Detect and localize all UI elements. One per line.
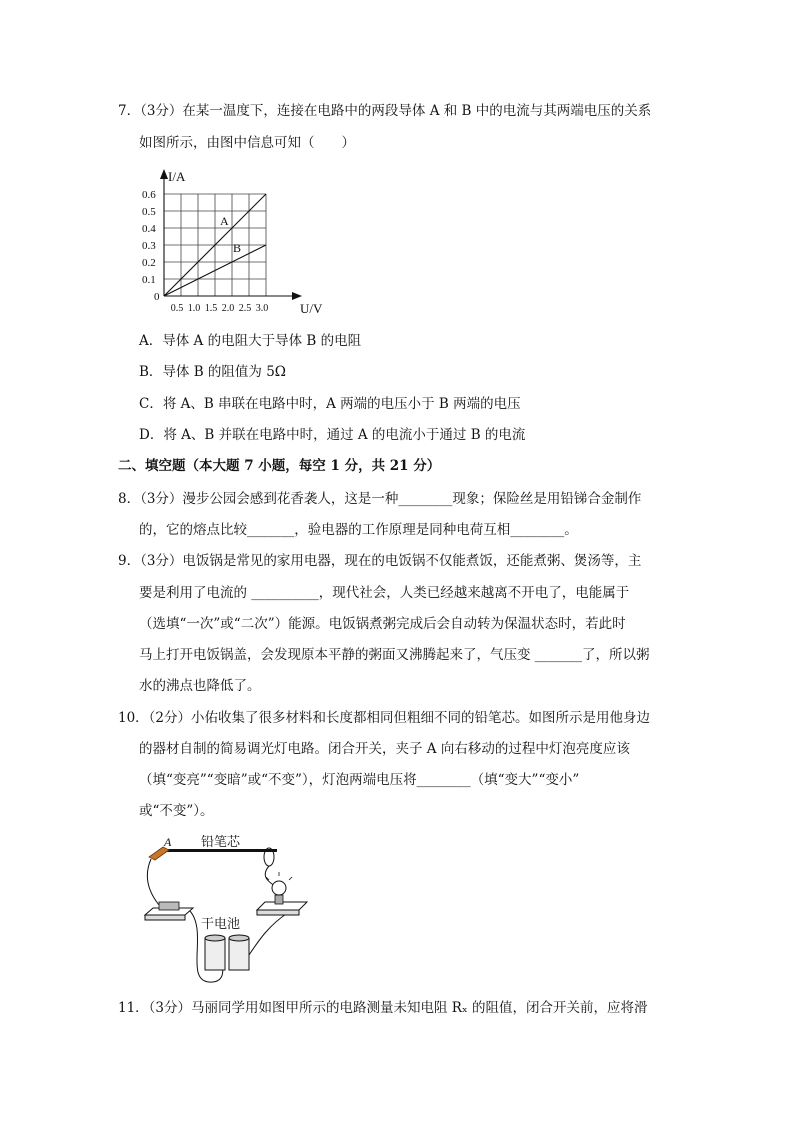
origin-label: 0 [154,291,160,303]
x-tick-label: 1.0 [187,303,201,314]
y-tick-label: 0.1 [142,274,156,286]
dimmer-circuit-figure [139,830,339,985]
pencil-label: 铅笔芯 [201,834,241,849]
x-tick-labels [171,303,269,314]
q10-line-1: 10．（2分）小佑收集了很多材料和长度都相同但粗细不同的铅笔芯。如图所示是用他身边 [118,710,651,726]
y-tick-label: 0.6 [142,189,156,201]
x-tick-label: 1.5 [204,303,218,314]
section-2-heading: 二、填空题（本大题 7 小题，每空 1 分，共 21 分） [118,458,441,474]
q7-line-2: 如图所示，由图中信息可知（ ） [139,135,355,151]
y-axis-label: I/A [168,169,186,184]
y-tick-label: 0.4 [142,223,156,235]
switch [145,902,193,920]
q7-option-c: C．将 A、B 串联在电路中时，A 两端的电压小于 B 两端的电压 [139,396,521,412]
y-tick-label: 0.2 [142,257,156,269]
x-tick-label: 2.5 [238,303,252,314]
q9-line-2: 要是利用了电流的 __________，现代社会，人类已经越来越离不开电了，电能属于 [139,585,630,601]
q9-line-4: 马上打开电饭锅盖，会发现原本平静的粥面又沸腾起来了，气压变 _______了，所以粥 [139,647,650,663]
q8-line-2: 的，它的熔点比较_______，验电器的工作原理是同种电荷互相________。 [139,522,578,538]
line-b-label: B [233,241,242,255]
q7-line-1: 7．（3分）在某一温度下，连接在电路中的两段导体 A 和 B 中的电流与其两端电压的关系 [118,103,652,119]
q11-line-1: 11．（3分）马丽同学用如图甲所示的电路测量未知电阻 Rₓ 的阻值，闭合开关前，应将滑 [118,1000,648,1016]
q10-line-3: （填“变亮”“变暗”或“不变”），灯泡两端电压将________（填“变大”“变小” [139,772,580,788]
q9-line-1: 9．（3分）电饭锅是常见的家用电器，现在的电饭锅不仅能煮饭，还能煮粥、煲汤等，主 [118,553,642,569]
x-tick-label: 0.5 [170,303,184,314]
graph-axes [164,175,298,296]
line-a-label: A [220,214,229,228]
x-axis-arrow [292,292,302,300]
q9-line-5: 水的沸点也降低了。 [139,678,261,694]
x-axis-label: U/V [300,301,323,315]
q7-option-b: B．导体 B 的阻值为 5Ω [139,364,286,380]
clip-a-label: A [164,835,172,849]
q9-line-3: （选填“一次”或“二次”）能源。电饭锅煮粥完成后会自动转为保温状态时，若此时 [139,616,626,632]
bulb-holder [257,895,307,915]
q7-option-a: A．导体 A 的电阻大于导体 B 的电阻 [139,333,362,349]
q8-line-1: 8．（3分）漫步公园会感到花香袭人，这是一种________现象；保险丝是用铅锑合金制作 [118,491,642,507]
x-tick-label: 2.0 [221,303,235,314]
y-tick-label: 0.5 [142,206,156,218]
q10-line-2: 的器材自制的简易调光灯电路。闭合开关，夹子 A 向右移动的过程中灯泡亮度应该 [139,741,630,757]
y-tick-labels [142,189,156,286]
q10-line-4: 或“不变”）。 [139,803,214,819]
pencil-lead [159,849,277,852]
y-axis-arrow [160,169,168,179]
battery-label: 干电池 [201,916,241,931]
y-tick-label: 0.3 [142,240,156,252]
battery-left [205,935,225,970]
x-tick-label: 3.0 [255,303,269,314]
iu-graph [138,165,328,315]
battery-right [229,935,249,970]
bulb-icon [266,872,292,895]
q7-option-d: D．将 A、B 并联在电路中时，通过 A 的电流小于通过 B 的电流 [139,427,526,443]
